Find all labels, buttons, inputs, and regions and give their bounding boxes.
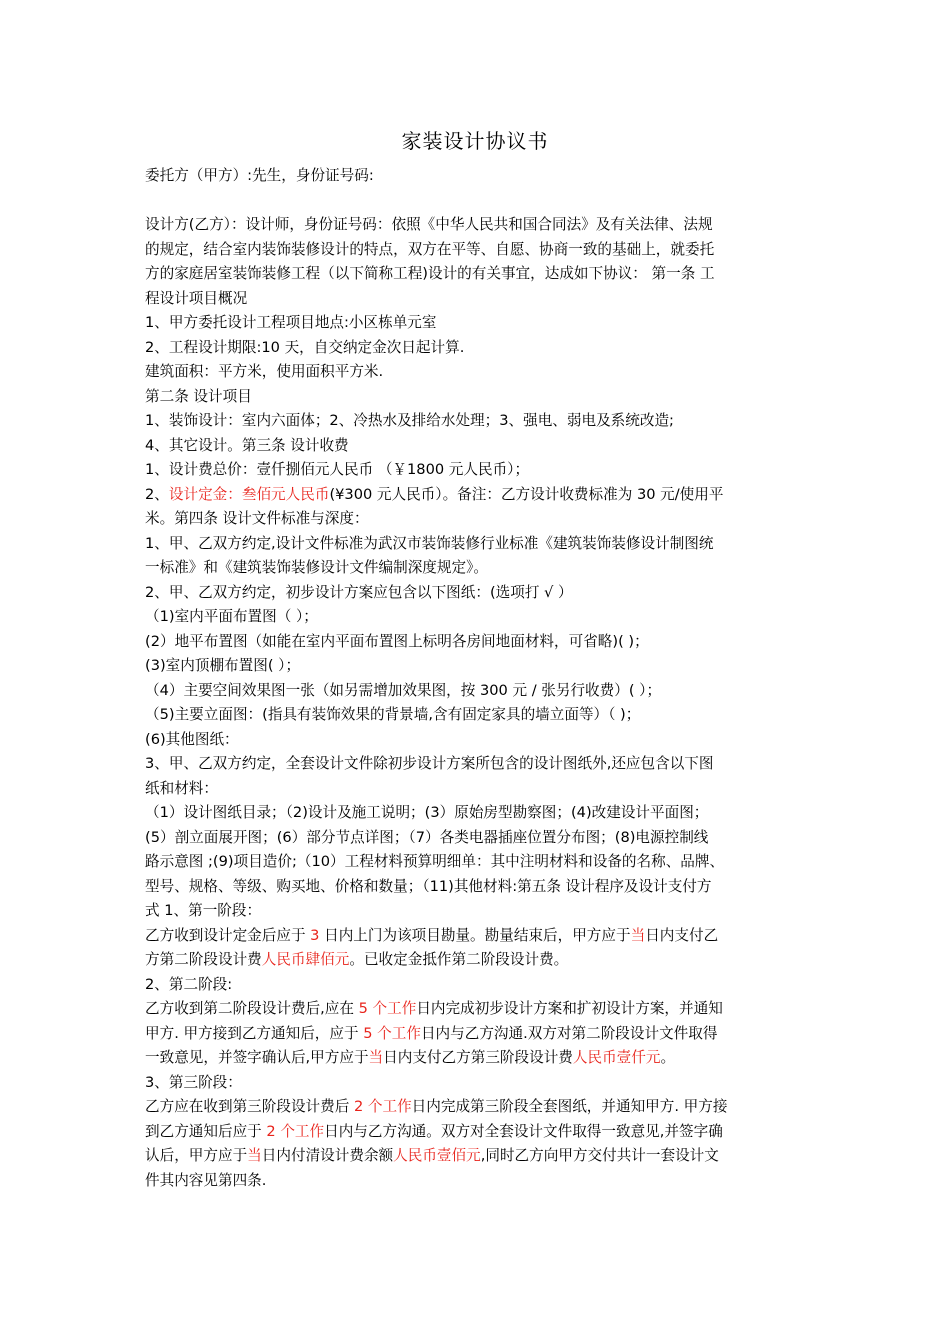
highlighted-text: 人民币壹佰元	[393, 1147, 481, 1164]
text-segment: 1、甲、乙双方约定,设计文件标准为武汉市装饰装修行业标准《建筑装饰装修设计制图统	[145, 534, 714, 552]
text-segment: 的规定，结合室内装饰装修设计的特点，双方在平等、自愿、协商一致的基础上，就委托	[145, 240, 715, 258]
document-title: 家装设计协议书	[401, 129, 549, 153]
text-segment: 2、第二阶段:	[145, 975, 233, 993]
text-segment: 米。第四条 设计文件标准与深度：	[145, 510, 369, 527]
text-line	[145, 1022, 805, 1047]
text-segment: 型号、规格、等级、购买地、价格和数量；（11)其他材料:第五条 设计程序及设计支付方	[145, 877, 712, 895]
text-segment: 方第二阶段设计费	[145, 951, 262, 968]
text-segment: 1、设计费总价：壹仟捌佰元人民币 （￥1800 元人民币）；	[145, 461, 530, 478]
text-line	[145, 336, 805, 361]
text-line	[145, 1169, 805, 1194]
text-line	[145, 1071, 805, 1096]
text-line	[145, 238, 805, 263]
text-segment: 乙方收到第二阶段设计费后,应在	[145, 1000, 359, 1017]
text-segment: (6)其他图纸：	[145, 730, 239, 748]
text-line	[145, 630, 805, 655]
text-line	[145, 703, 805, 728]
text-segment: 日内支付乙方第三阶段设计费	[383, 1049, 573, 1066]
text-segment: 一致意见，并签字确认后,甲方应于	[145, 1049, 369, 1066]
text-line	[145, 556, 805, 581]
text-line	[145, 409, 805, 434]
text-line	[145, 532, 805, 557]
highlighted-text: 当	[368, 1049, 384, 1066]
text-segment: 3、第三阶段：	[145, 1073, 242, 1091]
text-line	[145, 899, 805, 924]
text-segment: 路示意图 ;(9)项目造价;（10）工程材料预算明细单：其中注明材料和设备的名称、品牌、	[145, 853, 725, 870]
text-segment: （4）主要空间效果图一张（如另需增加效果图，按 300 元 / 张另行收费）( ）；	[145, 681, 662, 699]
text-line	[145, 826, 805, 851]
highlighted-text: 当	[630, 926, 646, 944]
text-line	[145, 434, 805, 459]
text-segment: 1、装饰设计：室内六面体；2、冷热水及排给水处理；3、强电、弱电及系统改造;	[145, 412, 674, 429]
text-segment: 程设计项目概况	[145, 289, 248, 307]
text-segment: 甲方. 甲方接到乙方通知后，应于	[145, 1024, 364, 1042]
text-segment: (¥300 元人民币）。备注：乙方设计收费标准为 30 元/使用平	[329, 485, 724, 503]
highlighted-text: 人民币肆佰元	[261, 951, 350, 968]
text-line	[145, 924, 805, 949]
highlighted-text: 5 个工作	[363, 1024, 421, 1042]
document-body	[145, 164, 805, 1193]
text-segment: 式 1、第一阶段：	[145, 902, 262, 919]
text-segment: 乙方应在收到第三阶段设计费后	[145, 1098, 354, 1115]
text-segment: 4、其它设计。第三条 设计收费	[145, 436, 349, 454]
text-line	[145, 1095, 805, 1120]
text-line	[145, 801, 805, 826]
text-line	[145, 679, 805, 704]
text-line	[145, 948, 805, 973]
text-line	[145, 385, 805, 410]
text-line	[145, 1046, 805, 1071]
highlighted-text: 5 个工作	[358, 1000, 417, 1017]
text-line	[145, 458, 805, 483]
text-segment: （5)主要立面图：(指具有装饰效果的背景墙,含有固定家具的墙立面等）（ )；	[145, 706, 641, 723]
text-segment: 件其内容见第四条.	[145, 1171, 267, 1189]
text-line	[145, 164, 805, 189]
text-segment: 方的家庭居室装饰装修工程（以下简称工程)设计的有关事宜，达成如下协议： 第一条 工	[145, 265, 715, 282]
text-segment: 乙方收到设计定金后应于	[145, 926, 311, 944]
text-line	[145, 1144, 805, 1169]
text-line	[145, 483, 805, 508]
text-line	[145, 654, 805, 679]
text-segment: 日内与乙方沟通。双方对全套设计文件取得一致意见,并签字确	[324, 1122, 723, 1140]
text-line	[145, 1120, 805, 1145]
text-segment: 日内完成初步设计方案和扩初设计方案，并通知	[416, 1000, 723, 1017]
highlighted-text: 当	[247, 1147, 262, 1164]
blank-line	[145, 189, 805, 214]
text-line	[145, 752, 805, 777]
text-segment: 日内完成第三阶段全套图纸，并通知甲方. 甲方接	[411, 1098, 728, 1115]
text-segment: 2、工程设计期限:10 天，自交纳定金次日起计算.	[145, 338, 465, 356]
text-segment: 设计方(乙方）：设计师，身份证号码：依照《中华人民共和国合同法》及有关法律、法规	[145, 216, 713, 233]
text-segment: 纸和材料：	[145, 779, 218, 797]
text-line	[145, 605, 805, 630]
highlighted-text: 人民币壹仟元	[572, 1049, 661, 1066]
text-line	[145, 507, 805, 532]
text-segment: (3)室内顶棚布置图( ）；	[145, 657, 301, 674]
text-segment: 2、	[145, 485, 169, 503]
text-line	[145, 728, 805, 753]
highlighted-text: 设计定金：叁佰元人民币	[168, 485, 330, 503]
highlighted-text: 3	[310, 926, 320, 944]
text-segment: ,同时乙方向甲方交付共计一套设计文	[480, 1147, 719, 1164]
text-line	[145, 213, 805, 238]
text-line	[145, 360, 805, 385]
text-segment: 委托方（甲方）:先生，身份证号码:	[145, 167, 374, 184]
text-line	[145, 850, 805, 875]
highlighted-text: 2 个工作	[353, 1098, 412, 1115]
text-segment: 。	[660, 1049, 676, 1066]
text-segment: 建筑面积：平方米，使用面积平方米.	[145, 363, 384, 380]
text-line	[145, 973, 805, 998]
text-line	[145, 311, 805, 336]
text-segment: 。已收定金抵作第二阶段设计费。	[349, 951, 569, 968]
text-line	[145, 875, 805, 900]
text-segment: 日内支付乙	[645, 926, 719, 944]
text-segment: （1)室内平面布置图（ ）；	[145, 608, 318, 625]
text-line	[145, 287, 805, 312]
text-segment: 3、甲、乙双方约定，全套设计文件除初步设计方案所包含的设计图纸外,还应包含以下图	[145, 755, 714, 772]
text-segment: (5）剖立面展开图；(6）部分节点详图；（7）各类电器插座位置分布图；(8)电源控制线	[145, 828, 709, 846]
text-segment: 1、甲方委托设计工程项目地点:小区栋单元室	[145, 314, 437, 331]
text-segment: 日内与乙方沟通.双方对第二阶段设计文件取得	[420, 1024, 718, 1042]
highlighted-text: 2 个工作	[266, 1122, 325, 1140]
text-segment: 日内付清设计费余额	[261, 1147, 394, 1164]
text-segment: 一标准》和《建筑装饰装修设计文件编制深度规定》。	[145, 559, 488, 576]
text-segment: 到乙方通知后应于	[145, 1122, 267, 1140]
text-line	[145, 262, 805, 287]
text-segment: 认后，甲方应于	[145, 1147, 248, 1164]
text-segment: (2）地平布置图（如能在室内平面布置图上标明各房间地面材料，可省略)( )；	[145, 632, 649, 650]
text-segment: 日内上门为该项目勘量。勘量结束后，甲方应于	[319, 926, 631, 944]
text-segment: 第二条 设计项目	[145, 387, 252, 405]
text-segment: 2、甲、乙双方约定，初步设计方案应包含以下图纸：(选项打 √ ）	[145, 583, 573, 601]
text-segment: （1）设计图纸目录；（2)设计及施工说明；(3）原始房型勘察图；(4)改建设计平面图；	[145, 804, 709, 821]
text-line	[145, 777, 805, 802]
text-line	[145, 997, 805, 1022]
text-line	[145, 581, 805, 606]
